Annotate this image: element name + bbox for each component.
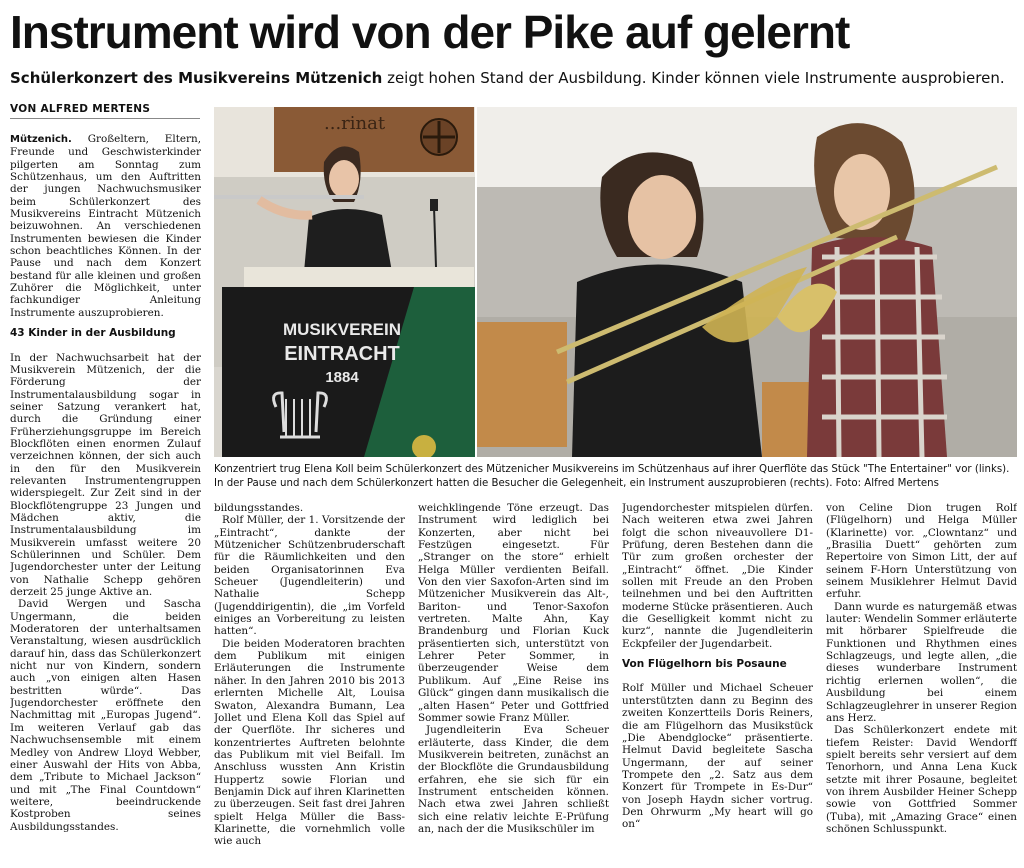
paragraph: von Celine Dion trugen Rolf (Flügelhorn) und Helga Müller (Klarinette) vor. „Clowntanz“ und „Brasilia Duett“ gehörten zum Repertoire von Simon Litt, der auf seinem F-Horn Unterstützung von seinem Musiklehrer Helmut David erfuhr. (826, 502, 1017, 601)
lead-text: Großeltern, Eltern, Freunde und Geschwisterkinder pilgerten am Sonntag zum Schützenhaus, um den Auftritten der jungen Nachwuchsmusiker beim Schülerkonzert des Musikvereins Eintracht Mützenich beizuwohnen. An verschiedenen Instrumenten bewiesen die Kinder schon beachtliches Können. In der Pause und nach dem Konzert bestand für alle kleinen und großen Zuhörer die Möglichkeit, unter fachkundiger Anleitung Instrumente auszuprobieren. (10, 133, 201, 319)
paragraph: Rolf Müller, der 1. Vorsitzende der „Eintracht“, dankte der Mützenicher Schützenbruderschaft für die Räumlichkeiten und den beiden Organisatorinnen Eva Scheuer (Jugendleiterin) und Nathalie Schepp (Jugenddirigentin), die „im Vorfeld einiges an Vorbereitung zu leisten hatten“. (214, 514, 405, 638)
banner-line-2: EINTRACHT (284, 343, 400, 365)
subheadline-rest: zeigt hohen Stand der Ausbildung. Kinder können viele Instrumente ausprobieren. (382, 69, 1005, 87)
photo-trombone-players (477, 107, 1017, 457)
headline: Instrument wird von der Pike auf gelernt (10, 6, 850, 58)
column-1 (10, 133, 201, 868)
column-5 (826, 502, 1017, 868)
paragraph: Jugendleiterin Eva Scheuer erläuterte, dass Kinder, die dem Musikverein beitreten, zunächst an der Blockflöte die Grundausbildung erfahren, ehe sie sich für ein Instrument entscheiden können. Nach etwa zwei Jahren schließt sich eine relativ leichte E-Prüfung an, nach der die Musikschüler im (418, 724, 609, 835)
paragraph: weichklingende Töne erzeugt. Das Instrument wird lediglich bei Konzerten, aber nicht bei Festzügen eingesetzt. Für „Stranger on the store“ erhielt Helga Müller verdienten Beifall. Von den vier Saxofon-Arten sind im Mützenicher Musikverein das Alt-, Bariton- und Tenor-Saxofon vertreten. Malte Ahn, Kay Brandenburg und Florian Kuck präsentierten sich, unterstützt von Lehrer Peter Sommer, in überzeugender Weise dem Publikum. Auf „Eine Reise ins Glück“ gingen dann musikalisch die „alten Hasen“ Peter und Gottfried Sommer sowie Franz Müller. (418, 502, 609, 724)
banner-year: 1884 (325, 369, 359, 386)
dateline: Mützenich. (10, 134, 72, 145)
paragraph: Dann wurde es naturgemäß etwas lauter: Wendelin Sommer erläuterte mit hörbarer Spielfreude die Funktionen und Rhythmen eines Schlagzeugs, und legte allen, „die dieses wunderbare Instrument richtig erlernen wollen“, die Ausbildung bei einem Schlagzeuglehrer in unserer Region ans Herz. (826, 600, 1017, 724)
photo-trombone-svg (477, 107, 1017, 457)
banner-line-1: MUSIKVEREIN (282, 320, 402, 339)
subheadline-bold: Schülerkonzert des Musikvereins Mützenich (10, 69, 383, 87)
column-4 (622, 502, 813, 868)
paragraph: Die beiden Moderatoren brachten dem Publikum mit einigen Erläuterungen die Instrumente näher. In den Jahren 2010 bis 2013 erlernten Michelle Alt, Louisa Swaton, Alexandra Bumann, Lea Jollet und Elena Koll das Spiel auf der Querflöte. Ihr sicheres und konzentriertes Auftreten belohnte das Publikum mit viel Beifall. Im Anschluss wussten Ann Kristin Huppertz sowie Florian und Benjamin Dick auf ihren Klarinetten zu überzeugen. Seit fast drei Jahren spielt Helga Müller die Bass-Klarinette, die vornehmlich volle wie auch (214, 637, 405, 848)
photo-flute-player (214, 107, 475, 457)
paragraph: David Wergen und Sascha Ungermann, die beiden Moderatoren der unterhaltsamen Veranstaltung, wiesen ausdrücklich darauf hin, dass das Schülerkonzert nicht nur von Kindern, sondern auch „von einigen alten Hasen bestritten würde“. Das Jugendorchester eröffnete den Nachmittag mit „Europas Jugend“. Im weiteren Verlauf gab das Nachwuchsensemble mit einem Medley von Andrew Lloyd Webber, einer Auswahl der Hits von Abba, dem „Tribute to Michael Jackson“ und mit „The Final Countdown“ weitere, beeindruckende Kostproben seines Ausbildungsstandes. (10, 598, 201, 833)
subheadline (10, 68, 1020, 88)
subhead-43-kinder: 43 Kinder in der Ausbildung (10, 327, 176, 340)
paragraph-continued: bildungsstandes. (214, 502, 304, 514)
column-2 (214, 502, 405, 868)
paragraph: In der Nachwuchsarbeit hat der Musikverein Mützenich, der die Förderung der Instrumentalausbildung sogar in seiner Satzung verankert hat, durch die Gründung einer Früherziehungsgruppe im Bereich Blockflöten einen enormen Zulauf verzeichnen können, der sich auch in den für den Musikverein relevanten Instrumentengruppen widerspiegelt. Zur Zeit sind in der Blockflötengruppe 23 Jungen und Mädchen aktiv, die Instrumentalausbildung im Musikverein umfasst weitere 20 Schülerinnen und Schüler. Dem Jugendorchester unter der Leitung von Nathalie Schepp gehören derzeit 25 junge Aktive an. (10, 351, 201, 599)
lead-paragraph (10, 133, 201, 319)
column-3 (418, 502, 609, 868)
byline: VON ALFRED MERTENS (10, 103, 200, 119)
subhead-fluegelhorn: Von Flügelhorn bis Posaune (622, 658, 787, 671)
photo-flute-svg (214, 107, 475, 457)
photo-caption: Konzentriert trug Elena Koll beim Schülerkonzert des Mützenicher Musikvereins im Schützenhaus auf ihrer Querflöte das Stück "The Entertainer" vor (links). In der Pause und nach dem Schülerkonzert hatten die Besucher die Gelegenheit, ein Instrument auszuprobieren (rechts). Foto: Alfred Mertens (214, 464, 1010, 489)
paragraph: Jugendorchester mitspielen dürfen. Nach weiteren etwa zwei Jahren folgt die schon niveauvollere D1-Prüfung, deren Bestehen dann die Tür zum großen orchester der „Eintracht“ öffnet. „Die Kinder sollen mit Freude an den Proben teilnehmen und bei den Auftritten moderne Stücke präsentieren. Auch die Geselligkeit kommt nicht zu kurz“, nannte die Jugendleiterin Eckpfeiler der Jugendarbeit. (622, 502, 813, 650)
wall-sign-text: ...rinat (324, 113, 386, 134)
paragraph: Rolf Müller und Michael Scheuer unterstützten dann zu Beginn des zweiten Konzertteils Doris Reiners, die am Flügelhorn das Musikstück „Die Abendglocke“ präsentierte. Helmut David begleitete Sascha Ungermann, der auf seiner Trompete den „2. Satz aus dem Konzert für Trompete in Es-Dur“ von Joseph Haydn sicher vortrug. Den Ohrwurm „My heart will go on“ (622, 682, 813, 831)
paragraph: Das Schülerkonzert endete mit tiefem Reister: David Wendorff spielt bereits sehr versiert auf dem Tenorhorn, und Anna Lena Kuck setzte mit ihrer Posaune, begleitet von ihrem Ausbilder Heiner Schepp sowie von Gottfried Sommer (Tuba), mit „Amazing Grace“ einen schönen Schlusspunkt. (826, 724, 1017, 835)
